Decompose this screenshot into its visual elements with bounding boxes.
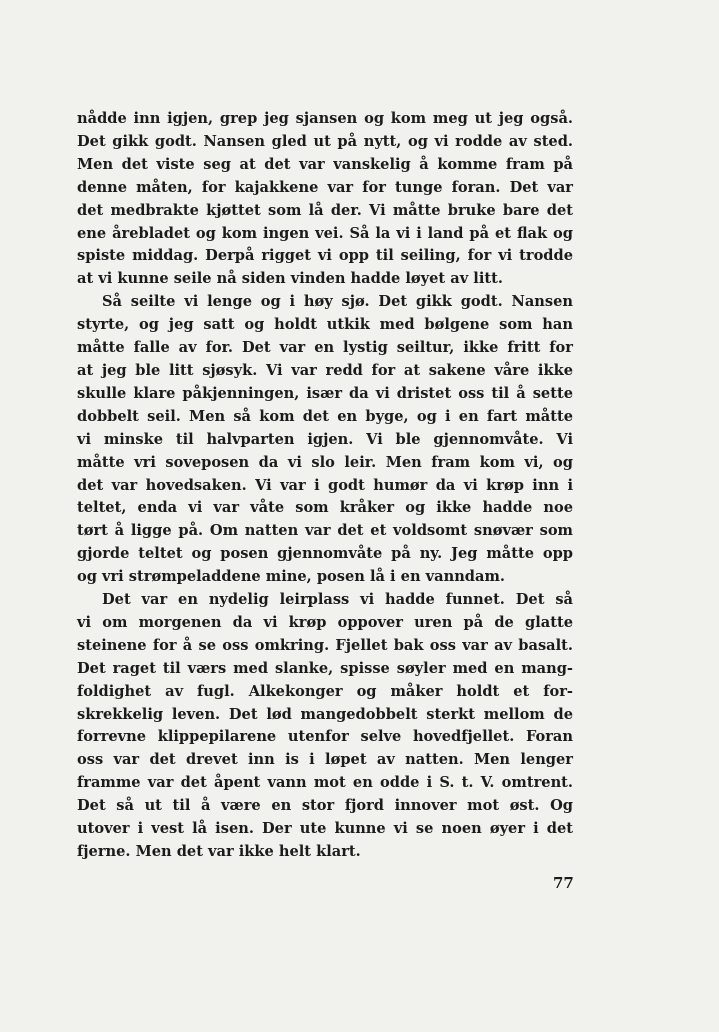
text-line: det medbrakte kjøttet som lå der. Vi måtte bruke bare det bbox=[77, 201, 573, 219]
text-line: dobbelt seil. Men så kom det en byge, og i en fart måtte bbox=[77, 407, 573, 425]
text-line: Det gikk godt. Nansen gled ut på nytt, og vi rodde av sted. bbox=[77, 132, 573, 150]
text-line: spiste middag. Derpå rigget vi opp til seiling, for vi trodde bbox=[77, 247, 573, 265]
text-line: tørt å ligge på. Om natten var det et voldsomt snøvær som bbox=[77, 522, 573, 540]
text-line: ene årebladet og kom ingen vei. Så la vi i land på et flak og bbox=[77, 224, 573, 242]
text-line: utover i vest lå isen. Der ute kunne vi se noen øyer i det bbox=[77, 820, 573, 838]
paragraph-1 bbox=[77, 108, 573, 291]
text-line: nådde inn igjen, grep jeg sjansen og kom meg ut jeg også. bbox=[77, 110, 573, 127]
text-line: framme var det åpent vann mot en odde i S. t. V. omtrent. bbox=[77, 774, 573, 792]
text-line: oss var det drevet inn is i løpet av natten. Men lenger bbox=[77, 751, 573, 769]
text-line: forrevne klippepilarene utenfor selve hovedfjellet. Foran bbox=[77, 728, 573, 746]
paragraph-3 bbox=[77, 589, 573, 864]
text-line: vi om morgenen da vi krøp oppover uren på de glatte bbox=[77, 613, 573, 631]
text-line: skrekkelig leven. Det lød mangedobbelt sterkt mellom de bbox=[77, 705, 573, 723]
text-line: Men det viste seg at det var vanskelig å komme fram på bbox=[77, 155, 573, 173]
text-line: at jeg ble litt sjøsyk. Vi var redd for at sakene våre ikke bbox=[77, 361, 573, 379]
text-line: Så seilte vi lenge og i høy sjø. Det gikk godt. Nansen bbox=[102, 293, 573, 311]
text-line: vi minske til halvparten igjen. Vi ble gjennomvåte. Vi bbox=[77, 430, 573, 448]
text-line: steinene for å se oss omkring. Fjellet bak oss var av basalt. bbox=[77, 636, 573, 654]
text-line: Det var en nydelig leirplass vi hadde funnet. Det så bbox=[102, 591, 573, 609]
text-line: måtte falle av for. Det var en lystig seiltur, ikke fritt for bbox=[77, 339, 573, 357]
text-line: skulle klare påkjenningen, især da vi dristet oss til å sette bbox=[77, 384, 573, 402]
body-text bbox=[77, 108, 573, 864]
text-line: Det så ut til å være en stor fjord innover mot øst. Og bbox=[77, 797, 573, 815]
paragraph-2 bbox=[77, 291, 573, 589]
text-line: teltet, enda vi var våte som kråker og ikke hadde noe bbox=[77, 499, 573, 517]
text-line: Det raget til værs med slanke, spisse søyler med en mang- bbox=[77, 659, 573, 677]
page-number: 77 bbox=[553, 874, 574, 892]
text-line: foldighet av fugl. Alkekonger og måker holdt et for- bbox=[77, 682, 573, 700]
text-line: fjerne. Men det var ikke helt klart. bbox=[77, 843, 361, 860]
text-line: at vi kunne seile nå siden vinden hadde løyet av litt. bbox=[77, 270, 503, 288]
text-line: styrte, og jeg satt og holdt utkik med bølgene som han bbox=[77, 316, 573, 334]
text-line: og vri strømpeladdene mine, posen lå i en vanndam. bbox=[77, 568, 505, 586]
text-line: måtte vri soveposen da vi slo leir. Men fram kom vi, og bbox=[77, 453, 573, 471]
text-line: denne måten, for kajakkene var for tunge foran. Det var bbox=[77, 178, 573, 196]
text-line: gjorde teltet og posen gjennomvåte på ny. Jeg måtte opp bbox=[77, 545, 573, 563]
text-line: det var hovedsaken. Vi var i godt humør da vi krøp inn i bbox=[77, 476, 573, 494]
